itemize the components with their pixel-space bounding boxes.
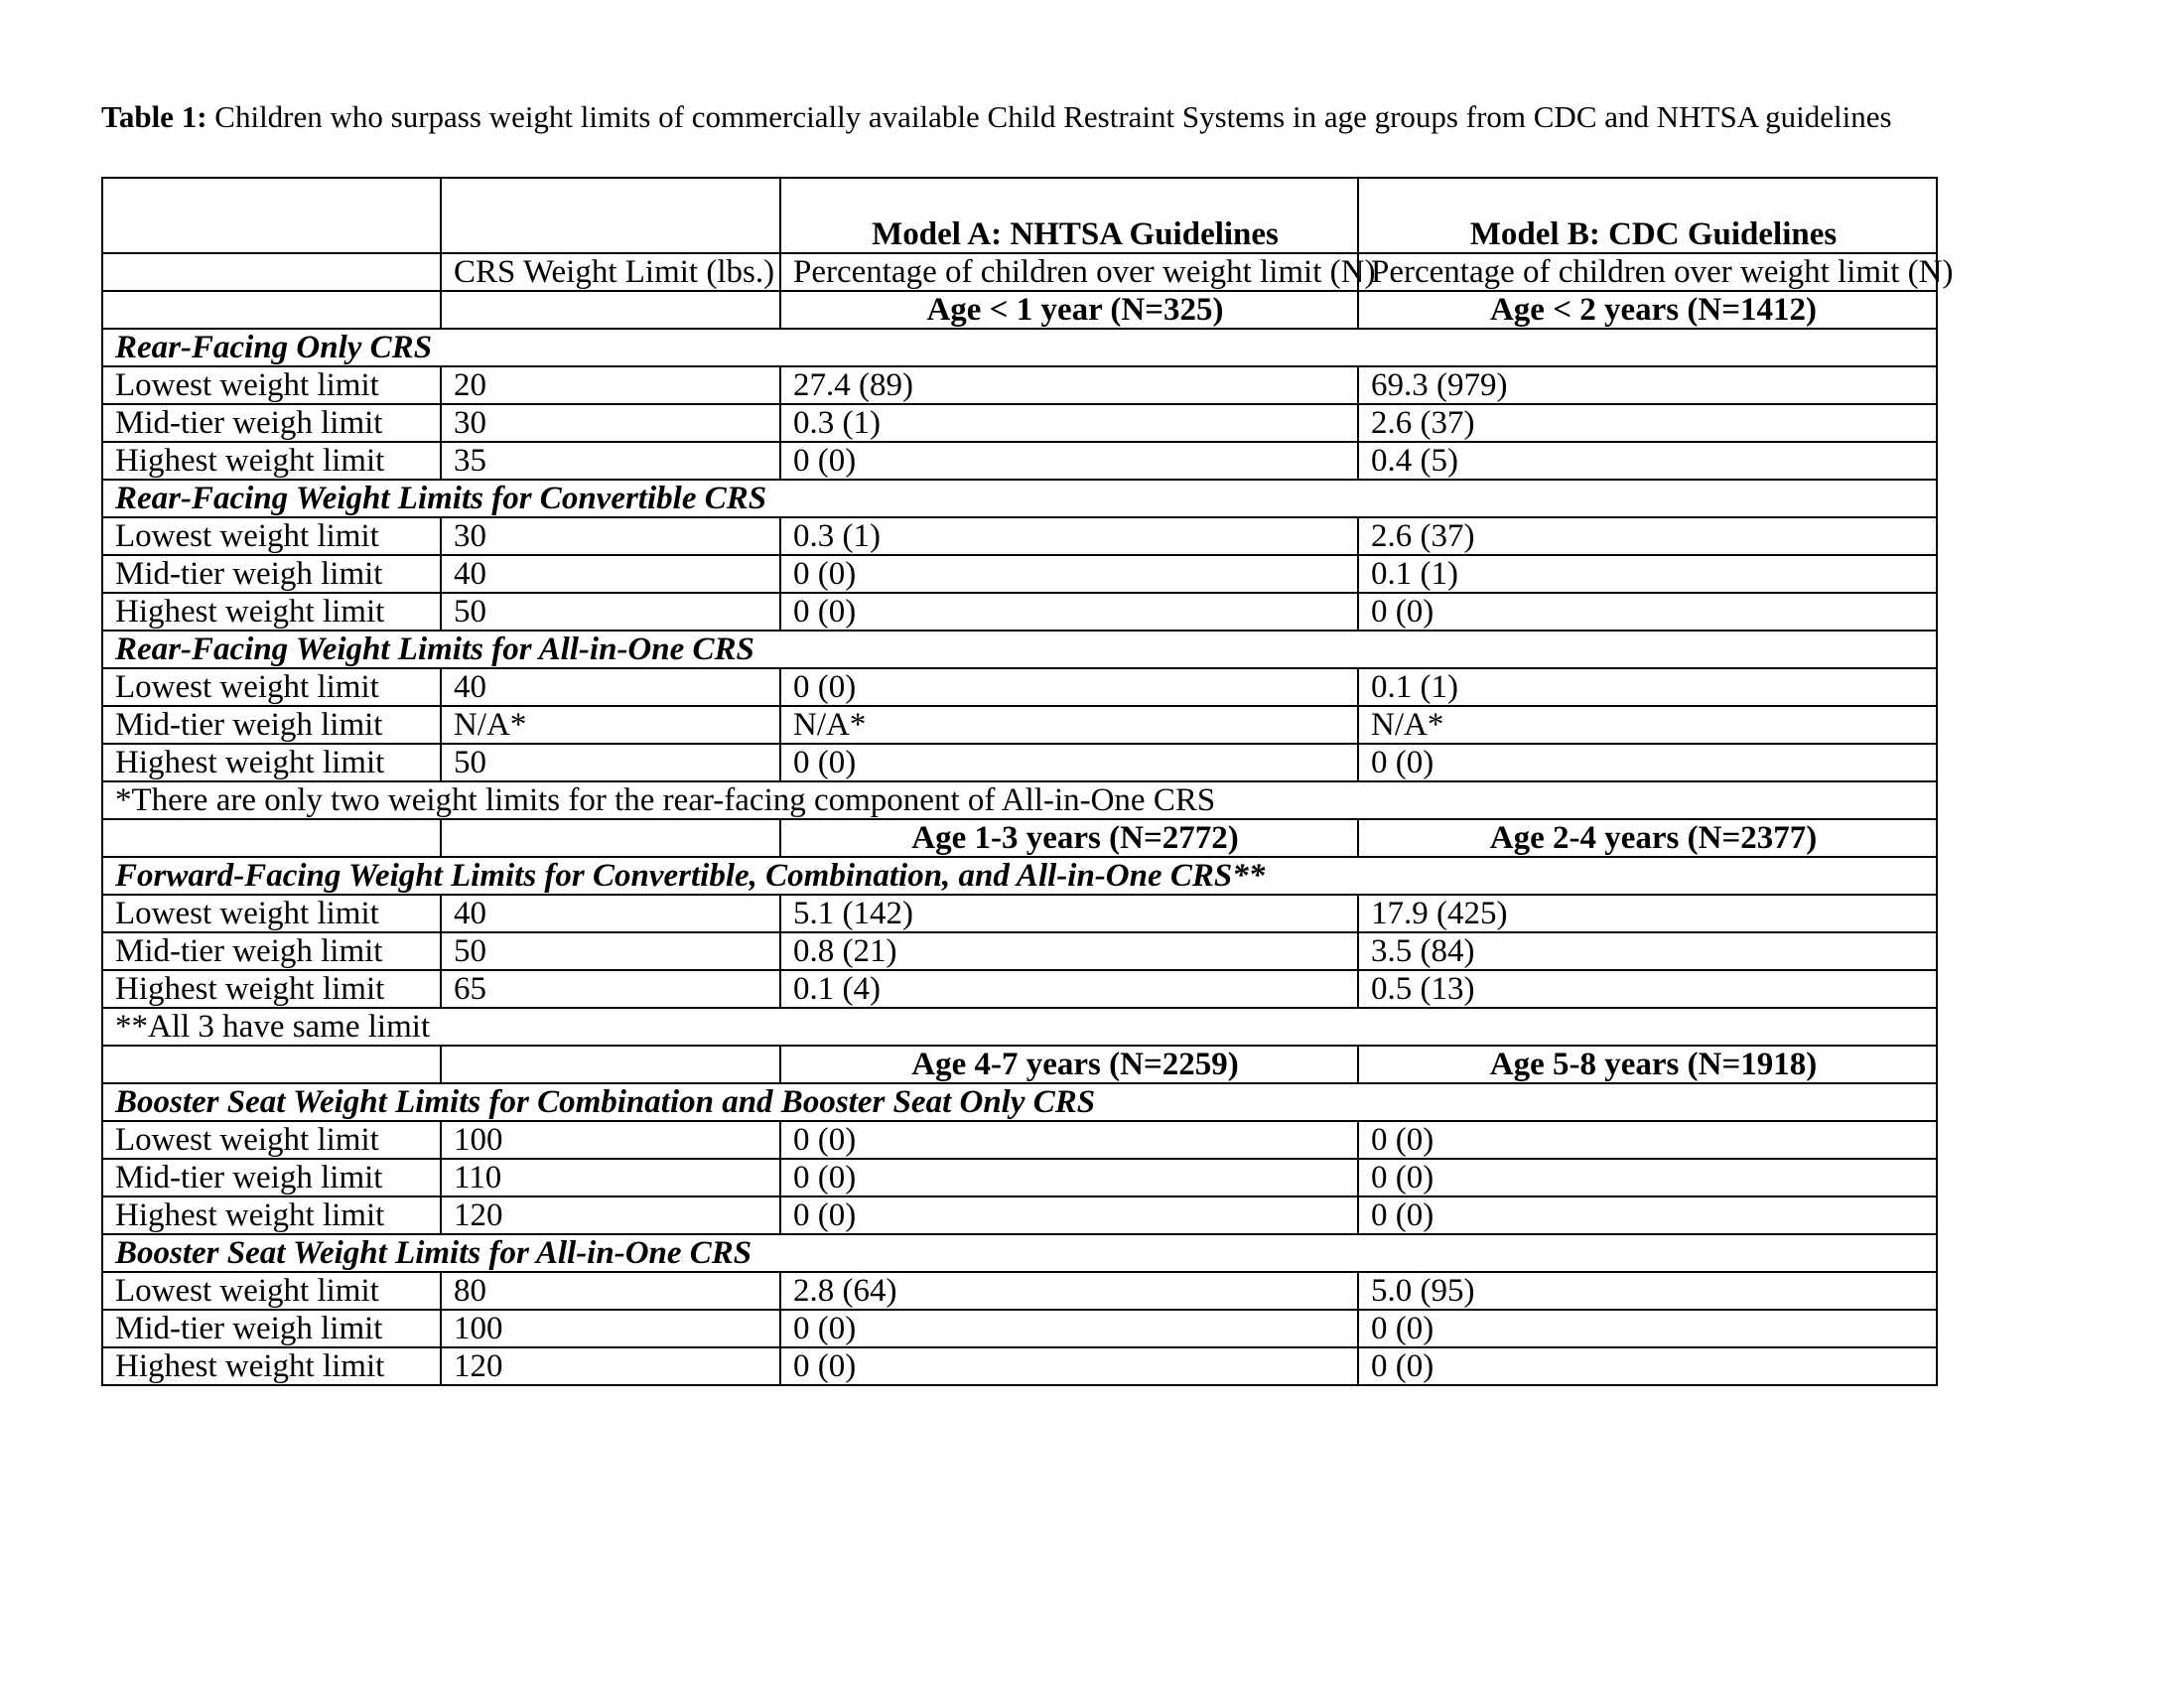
weight-limit-table xyxy=(101,177,1954,1386)
row-weight-limit: 80 xyxy=(441,1272,780,1310)
row-model-a-value: 0.8 (21) xyxy=(780,932,1358,970)
table-row xyxy=(102,404,1937,442)
row-label: Lowest weight limit xyxy=(102,895,441,932)
row-model-a-value: 0.1 (4) xyxy=(780,970,1358,1008)
row-label: Lowest weight limit xyxy=(102,668,441,706)
row-model-b-value: 2.6 (37) xyxy=(1358,517,1937,555)
section-row xyxy=(102,631,1937,668)
row-model-b-value: 0.4 (5) xyxy=(1358,442,1937,480)
section-title: Rear-Facing Weight Limits for Convertible CRS xyxy=(102,480,1937,517)
row-label: Mid-tier weigh limit xyxy=(102,404,441,442)
section-title: Forward-Facing Weight Limits for Convertible, Combination, and All-in-One CRS** xyxy=(102,857,1937,895)
row-model-a-value: 0 (0) xyxy=(780,1159,1358,1196)
row-weight-limit: 50 xyxy=(441,932,780,970)
row-model-a-value: 5.1 (142) xyxy=(780,895,1358,932)
age-group-row xyxy=(102,819,1937,857)
section-title: Rear-Facing Weight Limits for All-in-One CRS xyxy=(102,631,1937,668)
row-weight-limit: 120 xyxy=(441,1347,780,1385)
section-title: Booster Seat Weight Limits for Combination and Booster Seat Only CRS xyxy=(102,1083,1937,1121)
row-model-b-value: 0 (0) xyxy=(1358,593,1937,631)
row-model-b-value: 3.5 (84) xyxy=(1358,932,1937,970)
table-row xyxy=(102,668,1937,706)
section-row xyxy=(102,1083,1937,1121)
row-weight-limit: N/A* xyxy=(441,706,780,744)
row-weight-limit: 100 xyxy=(441,1121,780,1159)
row-model-b-value: 69.3 (979) xyxy=(1358,366,1937,404)
row-model-b-value: N/A* xyxy=(1358,706,1937,744)
section-row xyxy=(102,857,1937,895)
row-label: Highest weight limit xyxy=(102,744,441,781)
row-label: Lowest weight limit xyxy=(102,1121,441,1159)
row-model-b-value: 0 (0) xyxy=(1358,1196,1937,1234)
row-weight-limit: 110 xyxy=(441,1159,780,1196)
table-row xyxy=(102,1159,1937,1196)
age-group-a: Age < 1 year (N=325) xyxy=(780,291,1358,329)
row-weight-limit: 120 xyxy=(441,1196,780,1234)
table-row xyxy=(102,593,1937,631)
table-row xyxy=(102,555,1937,593)
row-label: Highest weight limit xyxy=(102,1347,441,1385)
model-header-row xyxy=(102,178,1937,253)
header-empty-cell xyxy=(102,253,441,291)
age-group-b: Age 5-8 years (N=1918) xyxy=(1358,1046,1937,1083)
row-model-a-value: 0 (0) xyxy=(780,1196,1358,1234)
age-group-b: Age 2-4 years (N=2377) xyxy=(1358,819,1937,857)
model-b-header: Model B: CDC Guidelines xyxy=(1358,178,1937,253)
row-model-b-value: 5.0 (95) xyxy=(1358,1272,1937,1310)
age-empty-cell xyxy=(441,819,780,857)
pct-a-header: Percentage of children over weight limit (N) xyxy=(780,253,1358,291)
age-empty-cell xyxy=(102,1046,441,1083)
row-model-a-value: 0 (0) xyxy=(780,744,1358,781)
row-model-a-value: 27.4 (89) xyxy=(780,366,1358,404)
row-label: Mid-tier weigh limit xyxy=(102,932,441,970)
row-weight-limit: 50 xyxy=(441,593,780,631)
age-empty-cell xyxy=(441,1046,780,1083)
table-row xyxy=(102,744,1937,781)
footnote-row xyxy=(102,781,1937,819)
row-model-a-value: 0 (0) xyxy=(780,593,1358,631)
row-label: Mid-tier weigh limit xyxy=(102,555,441,593)
row-model-a-value: 2.8 (64) xyxy=(780,1272,1358,1310)
row-weight-limit: 30 xyxy=(441,404,780,442)
table-caption-label: Table 1: xyxy=(101,99,207,134)
row-label: Lowest weight limit xyxy=(102,366,441,404)
header-empty-cell xyxy=(441,178,780,253)
row-label: Highest weight limit xyxy=(102,970,441,1008)
row-model-b-value: 0 (0) xyxy=(1358,744,1937,781)
table-row xyxy=(102,895,1937,932)
row-model-b-value: 0.5 (13) xyxy=(1358,970,1937,1008)
age-group-a: Age 1-3 years (N=2772) xyxy=(780,819,1358,857)
age-group-b: Age < 2 years (N=1412) xyxy=(1358,291,1937,329)
table-caption xyxy=(101,99,1892,135)
row-model-a-value: N/A* xyxy=(780,706,1358,744)
row-model-b-value: 0 (0) xyxy=(1358,1159,1937,1196)
table-row xyxy=(102,1310,1937,1347)
row-weight-limit: 65 xyxy=(441,970,780,1008)
row-model-b-value: 0 (0) xyxy=(1358,1310,1937,1347)
row-weight-limit: 35 xyxy=(441,442,780,480)
row-label: Highest weight limit xyxy=(102,442,441,480)
section-row xyxy=(102,329,1937,366)
row-weight-limit: 40 xyxy=(441,895,780,932)
age-empty-cell xyxy=(441,291,780,329)
crs-limit-header: CRS Weight Limit (lbs.) xyxy=(441,253,780,291)
table-caption-text: Children who surpass weight limits of commercially available Child Restraint Systems in age groups from CDC and NHTSA guidelines xyxy=(206,99,1892,134)
age-empty-cell xyxy=(102,291,441,329)
table-row xyxy=(102,1272,1937,1310)
table-row xyxy=(102,1121,1937,1159)
age-group-row xyxy=(102,1046,1937,1083)
age-group-a: Age 4-7 years (N=2259) xyxy=(780,1046,1358,1083)
table-row xyxy=(102,932,1937,970)
section-title: Rear-Facing Only CRS xyxy=(102,329,1937,366)
row-model-a-value: 0 (0) xyxy=(780,555,1358,593)
row-model-a-value: 0.3 (1) xyxy=(780,404,1358,442)
row-label: Highest weight limit xyxy=(102,1196,441,1234)
section-title: Booster Seat Weight Limits for All-in-One CRS xyxy=(102,1234,1937,1272)
table-row xyxy=(102,442,1937,480)
age-empty-cell xyxy=(102,819,441,857)
age-group-row xyxy=(102,291,1937,329)
header-empty-cell xyxy=(102,178,441,253)
row-label: Highest weight limit xyxy=(102,593,441,631)
table-row xyxy=(102,970,1937,1008)
table-body xyxy=(102,178,1954,1385)
row-model-a-value: 0.3 (1) xyxy=(780,517,1358,555)
row-model-a-value: 0 (0) xyxy=(780,1347,1358,1385)
row-weight-limit: 100 xyxy=(441,1310,780,1347)
row-model-b-value: 0 (0) xyxy=(1358,1347,1937,1385)
row-model-b-value: 0.1 (1) xyxy=(1358,668,1937,706)
row-model-a-value: 0 (0) xyxy=(780,1310,1358,1347)
row-label: Mid-tier weigh limit xyxy=(102,1159,441,1196)
row-model-a-value: 0 (0) xyxy=(780,442,1358,480)
row-weight-limit: 20 xyxy=(441,366,780,404)
row-label: Mid-tier weigh limit xyxy=(102,706,441,744)
row-model-a-value: 0 (0) xyxy=(780,1121,1358,1159)
section-row xyxy=(102,480,1937,517)
pct-b-header: Percentage of children over weight limit (N) xyxy=(1358,253,1937,291)
row-weight-limit: 40 xyxy=(441,555,780,593)
footnote-row xyxy=(102,1008,1937,1046)
table-row xyxy=(102,366,1937,404)
row-label: Mid-tier weigh limit xyxy=(102,1310,441,1347)
row-model-b-value: 2.6 (37) xyxy=(1358,404,1937,442)
section-row xyxy=(102,1234,1937,1272)
row-weight-limit: 40 xyxy=(441,668,780,706)
row-weight-limit: 50 xyxy=(441,744,780,781)
column-header-row xyxy=(102,253,1937,291)
row-model-b-value: 0.1 (1) xyxy=(1358,555,1937,593)
row-model-b-value: 17.9 (425) xyxy=(1358,895,1937,932)
model-a-header: Model A: NHTSA Guidelines xyxy=(780,178,1358,253)
table-row xyxy=(102,1196,1937,1234)
footnote: **All 3 have same limit xyxy=(102,1008,1937,1046)
row-label: Lowest weight limit xyxy=(102,1272,441,1310)
table-row xyxy=(102,706,1937,744)
row-model-b-value: 0 (0) xyxy=(1358,1121,1937,1159)
row-label: Lowest weight limit xyxy=(102,517,441,555)
footnote: *There are only two weight limits for the rear-facing component of All-in-One CRS xyxy=(102,781,1937,819)
row-model-a-value: 0 (0) xyxy=(780,668,1358,706)
table-row xyxy=(102,1347,1937,1385)
row-weight-limit: 30 xyxy=(441,517,780,555)
table-row xyxy=(102,517,1937,555)
